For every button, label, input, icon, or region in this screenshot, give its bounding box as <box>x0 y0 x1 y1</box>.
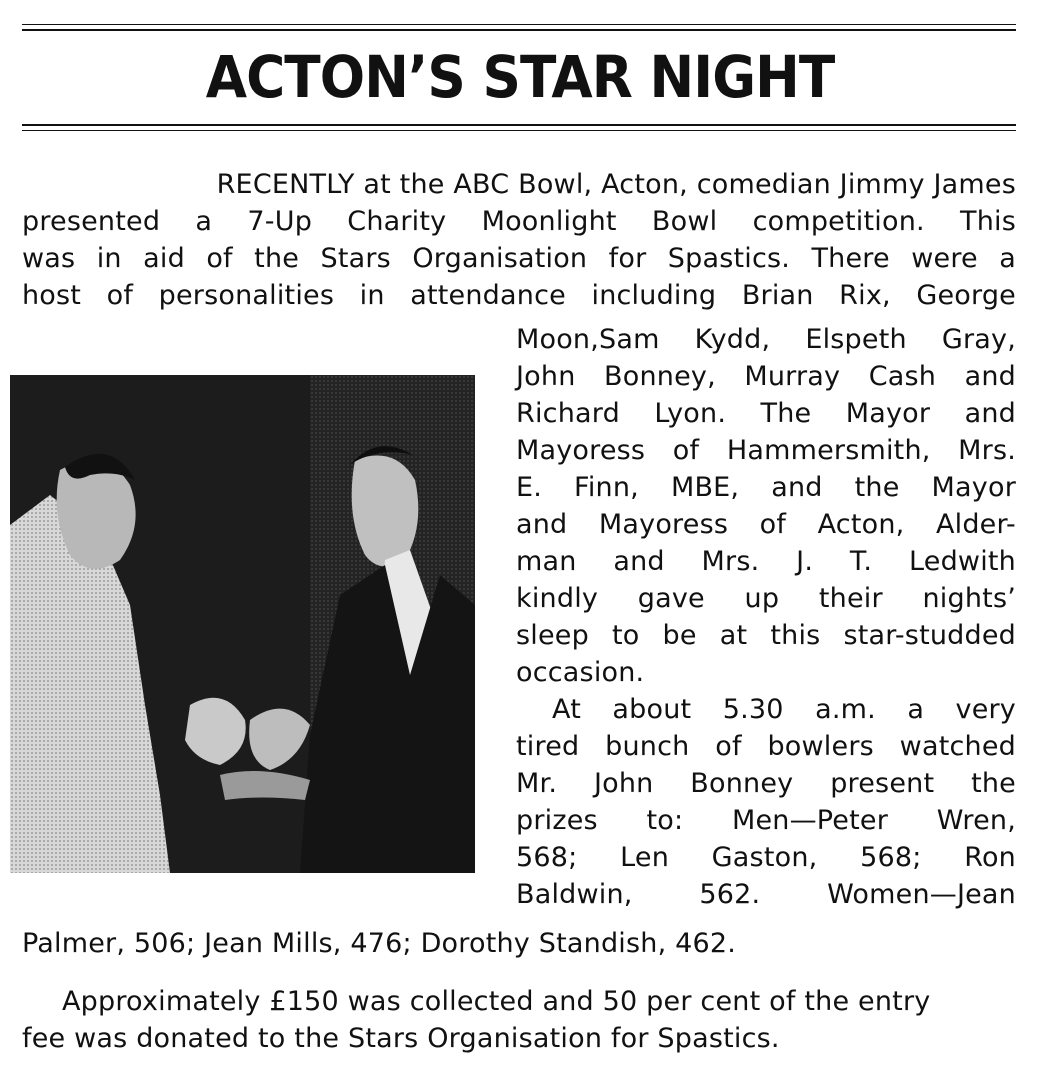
top-rule-thick-line <box>22 29 1016 31</box>
headline-bottom-rule-thick-line <box>22 124 1016 126</box>
top-rule <box>22 24 1016 35</box>
paragraph1-col-line-1: Moon,Sam Kydd, Elspeth Gray, <box>516 324 1016 355</box>
right-column <box>516 321 1016 913</box>
paragraph1-line-1: RECENTLY at the ABC Bowl, Acton, comedian Jimmy James <box>216 169 1016 200</box>
paragraph2-col-line-1: At about 5.30 a.m. a very <box>552 694 1016 725</box>
paragraph2-col-line-4: prizes to: Men—Peter Wren, <box>516 805 1016 836</box>
paragraph1-col-line-3: Richard Lyon. The Mayor and <box>516 398 1016 429</box>
paragraph1-col-line-4: Mayoress of Hammersmith, Mrs. <box>516 435 1016 466</box>
paragraph1-col-line-9: sleep to be at this star-studded <box>516 620 1016 651</box>
paragraph1-col-line-7: man and Mrs. J. T. Ledwith <box>516 546 1016 577</box>
paragraph1-col-line-5: E. Finn, MBE, and the Mayor <box>516 472 1016 503</box>
paragraph1-col-line-2: John Bonney, Murray Cash and <box>516 361 1016 392</box>
paragraph2-col-line-3: Mr. John Bonney present the <box>516 768 1016 799</box>
headline-bottom-rule-thin-line <box>22 130 1016 131</box>
paragraph2-col-line-2: tired bunch of bowlers watched <box>516 731 1016 762</box>
paragraph2-col-line-5: 568; Len Gaston, 568; Ron <box>516 842 1016 873</box>
paragraph2-col-line-6: Baldwin, 562. Women—Jean <box>516 879 1016 910</box>
headline: ACTON’S STAR NIGHT <box>205 43 835 111</box>
paragraph1-line-4: host of personalities in attendance including Brian Rix, George <box>22 280 1016 311</box>
paragraph1-line-2: presented a 7-Up Charity Moonlight Bowl competition. This <box>22 206 1016 237</box>
paragraph3-line-2: fee was donated to the Stars Organisation for Spastics. <box>22 1023 780 1054</box>
paragraph1-col-line-8: kindly gave up their nights’ <box>516 583 1016 614</box>
paragraph2-final-line: Palmer, 506; Jean Mills, 476; Dorothy Standish, 462. <box>22 928 737 959</box>
paragraph3-line-1: Approximately £150 was collected and 50 per cent of the entry <box>62 986 931 1017</box>
photo-of-two-men-shaking-hands <box>10 375 475 873</box>
paragraph1-col-line-6: and Mayoress of Acton, Alder- <box>516 509 1016 540</box>
paragraph1-line-3: was in aid of the Stars Organisation for Spastics. There were a <box>22 243 1016 274</box>
headline-bottom-rule <box>22 124 1016 135</box>
paragraph1-col-line-10: occasion. <box>516 657 645 688</box>
photo-illustration <box>10 375 475 873</box>
top-rule-thin-line <box>22 24 1016 25</box>
